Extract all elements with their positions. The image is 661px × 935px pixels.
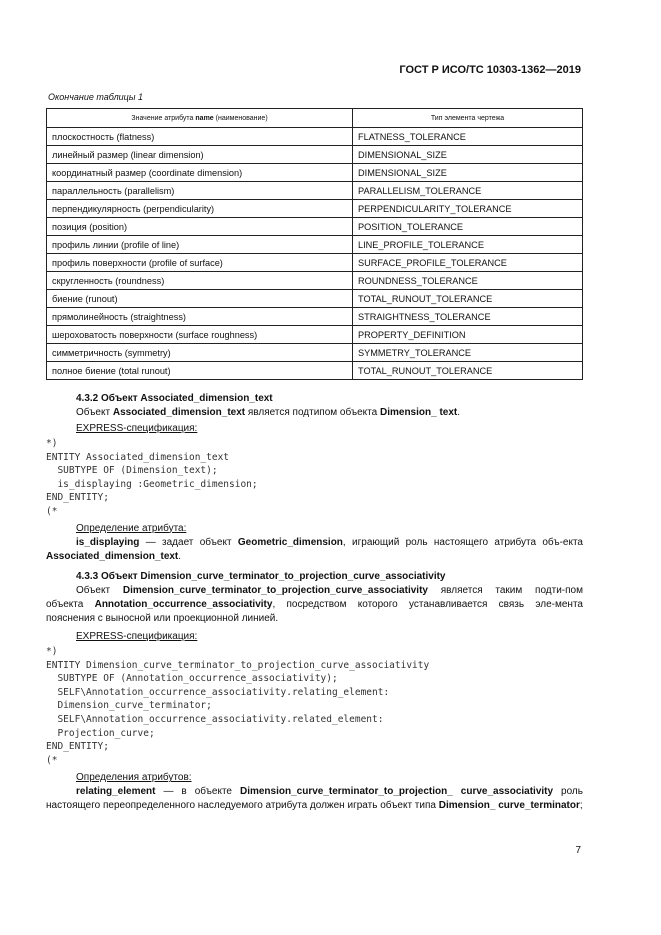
drawing-element-type-cell: PROPERTY_DEFINITION <box>353 326 583 344</box>
table-row <box>47 308 583 326</box>
table-row <box>47 236 583 254</box>
drawing-element-type-cell: STRAIGHTNESS_TOLERANCE <box>353 308 583 326</box>
section-intro: Объект Dimension_curve_terminator_to_projection_curve_associativity является таким подти-пом объекта Annotation_occurrence_associativity, посредством которого устанавливается связь эле-мента пояснения с выносной или проекционной линией. <box>46 585 583 624</box>
express-code-block: *) ENTITY Associated_dimension_text SUBTYPE OF (Dimension_text); is_displaying :Geometric_dimension; END_ENTITY; (* <box>46 438 258 517</box>
attribute-value-cell: профиль линии (profile of line) <box>47 236 353 254</box>
attribute-value-cell: скругленность (roundness) <box>47 272 353 290</box>
attribute-value-cell: позиция (position) <box>47 218 353 236</box>
drawing-element-type-cell: PERPENDICULARITY_TOLERANCE <box>353 200 583 218</box>
document-id-header: ГОСТ Р ИСО/ТС 10303-1362—2019 <box>399 64 581 76</box>
drawing-element-type-cell: SURFACE_PROFILE_TOLERANCE <box>353 254 583 272</box>
drawing-element-type-cell: TOTAL_RUNOUT_TOLERANCE <box>353 362 583 380</box>
table-row <box>47 146 583 164</box>
attribute-value-cell: шероховатость поверхности (surface roughness) <box>47 326 353 344</box>
section-4-3-2 <box>46 392 583 564</box>
attribute-table <box>46 108 583 380</box>
section-4-3-3 <box>46 570 583 813</box>
table-row <box>47 128 583 146</box>
table-row <box>47 290 583 308</box>
attribute-value-cell: перпендикулярность (perpendicularity) <box>47 200 353 218</box>
attribute-value-cell: плоскостность (flatness) <box>47 128 353 146</box>
attribute-value-cell: параллельность (parallelism) <box>47 182 353 200</box>
attribute-definition-text: relating_element — в объекте Dimension_curve_terminator_to_projection_ curve_associativity роль настоящего переопределенного наследуемого атрибута должен играть объект типа Dimension_ curve_terminator; <box>46 786 583 812</box>
table-row <box>47 326 583 344</box>
attribute-value-cell: полное биение (total runout) <box>47 362 353 380</box>
attribute-value-cell: прямолинейность (straightness) <box>47 308 353 326</box>
express-code-block: *) ENTITY Dimension_curve_terminator_to_projection_curve_associativity SUBTYPE OF (Annotation_occurrence_associativity); SELF\Annotation_occurrence_associativity.relating_element: Dimension_curve_terminator; SELF\Annotation_occurrence_associativity.related_element: Projection_curve; END_ENTITY; (* <box>46 646 430 766</box>
section-heading: 4.3.2 Объект Associated_dimension_text <box>76 393 273 404</box>
table-row <box>47 200 583 218</box>
drawing-element-type-cell: LINE_PROFILE_TOLERANCE <box>353 236 583 254</box>
table-row <box>47 218 583 236</box>
table-row <box>47 362 583 380</box>
table-caption: Окончание таблицы 1 <box>48 92 143 102</box>
drawing-element-type-cell: DIMENSIONAL_SIZE <box>353 146 583 164</box>
drawing-element-type-cell: PARALLELISM_TOLERANCE <box>353 182 583 200</box>
column-header-drawing-element-type: Тип элемента чертежа <box>353 109 583 128</box>
drawing-element-type-cell: FLATNESS_TOLERANCE <box>353 128 583 146</box>
table-row <box>47 164 583 182</box>
express-spec-label: EXPRESS-спецификация: <box>76 423 198 434</box>
attribute-definition-label: Определение атрибута: <box>76 522 187 534</box>
table-row <box>47 182 583 200</box>
attribute-value-cell: биение (runout) <box>47 290 353 308</box>
table-row <box>47 344 583 362</box>
express-spec-label: EXPRESS-спецификация: <box>76 631 198 642</box>
page-number: 7 <box>575 845 581 856</box>
attribute-value-cell: симметричность (symmetry) <box>47 344 353 362</box>
drawing-element-type-cell: TOTAL_RUNOUT_TOLERANCE <box>353 290 583 308</box>
attribute-definition-text: is_displaying — задает объект Geometric_dimension, играющий роль настоящего атрибута объ-екта Associated_dimension_text. <box>46 536 583 562</box>
drawing-element-type-cell: DIMENSIONAL_SIZE <box>353 164 583 182</box>
attribute-value-cell: координатный размер (coordinate dimension) <box>47 164 353 182</box>
drawing-element-type-cell: POSITION_TOLERANCE <box>353 218 583 236</box>
section-heading: 4.3.3 Объект Dimension_curve_terminator_to_projection_curve_associativity <box>76 571 446 582</box>
drawing-element-type-cell: SYMMETRY_TOLERANCE <box>353 344 583 362</box>
drawing-element-type-cell: ROUNDNESS_TOLERANCE <box>353 272 583 290</box>
attribute-definition-label: Определения атрибутов: <box>76 772 192 784</box>
attribute-value-cell: линейный размер (linear dimension) <box>47 146 353 164</box>
table-header-row <box>47 109 583 128</box>
table-row <box>47 272 583 290</box>
section-intro: Объект Associated_dimension_text является подтипом объекта Dimension_ text. <box>76 407 461 418</box>
attribute-value-cell: профиль поверхности (profile of surface) <box>47 254 353 272</box>
column-header-attribute-value: Значение атрибута name (наименование) <box>47 109 353 128</box>
table-row <box>47 254 583 272</box>
